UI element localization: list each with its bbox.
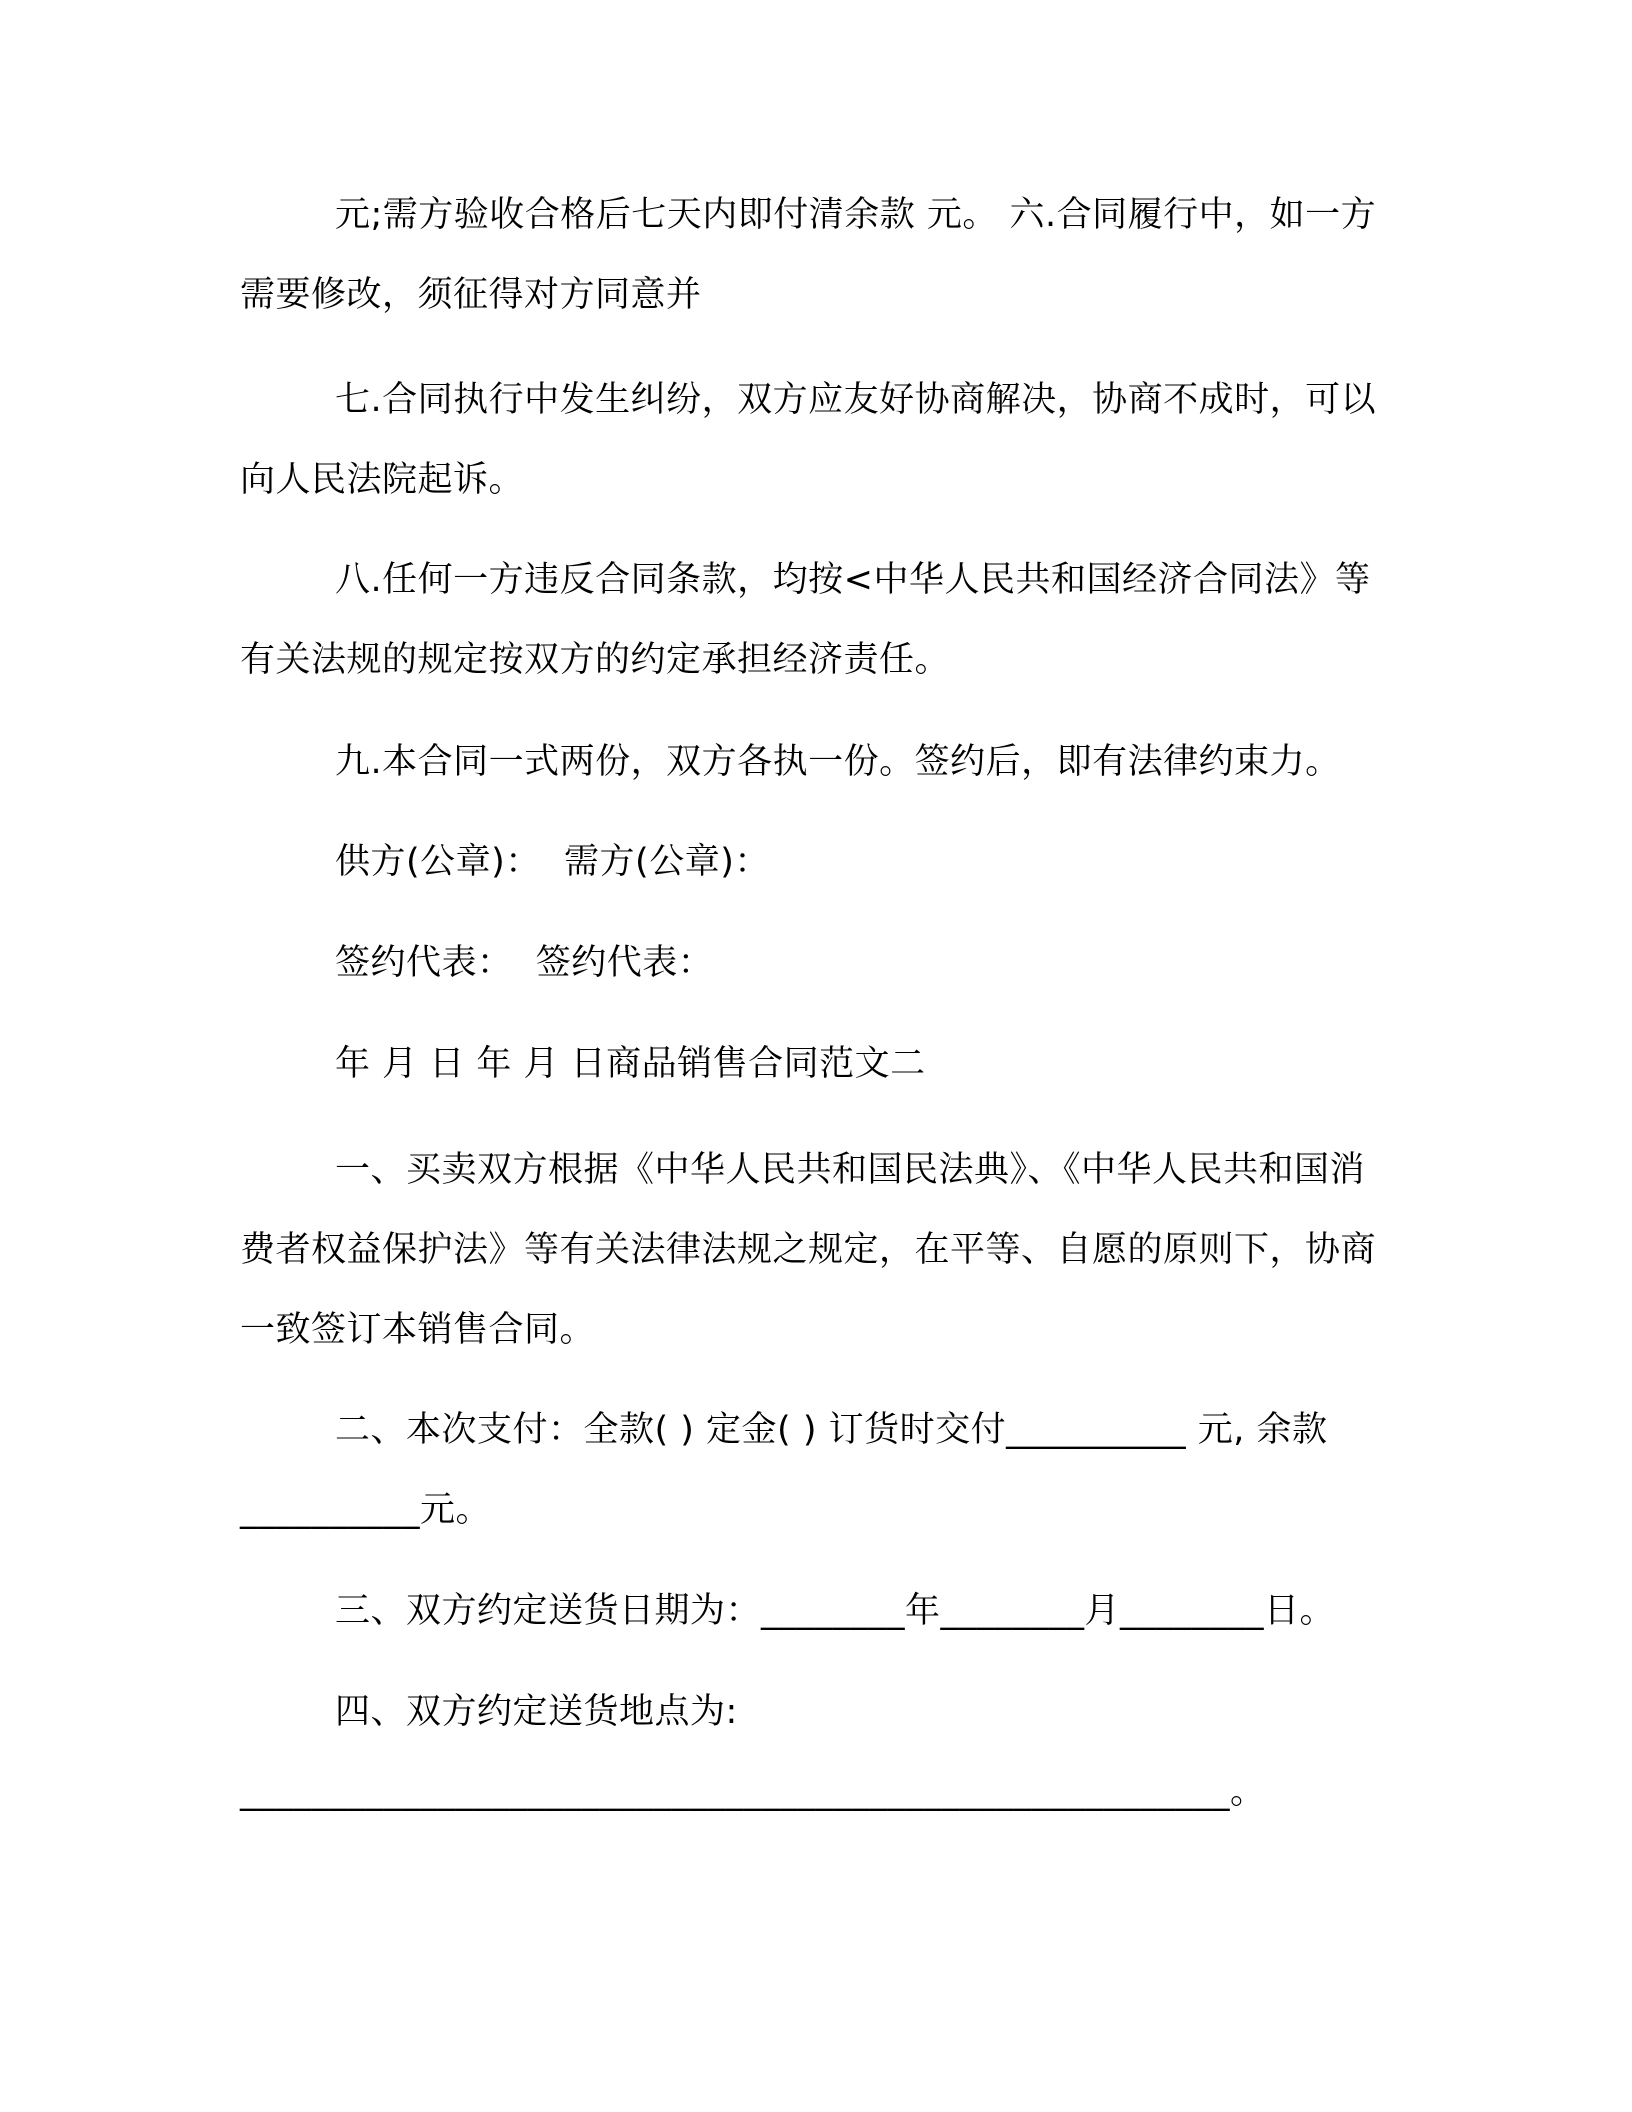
paragraph-legal-basis: 一、买卖双方根据《中华人民共和国民法典》、《中华人民共和国消费者权益保护法》等有关法律法规之规定，在平等、自愿的原则下，协商一致签订本销售合同。	[240, 1150, 1377, 1350]
paragraph-liability: 八.任何一方违反合同条款，均按<中华人民共和国经济合同法》等有关法规的规定按双方的约定承担经济责任。	[240, 560, 1371, 680]
paragraph-dispute-resolution: 七.合同执行中发生纠纷，双方应友好协商解决，协商不成时，可以向人民法院起诉。	[240, 380, 1377, 500]
paragraph-copies: 九.本合同一式两份，双方各执一份。签约后，即有法律约束力。	[335, 742, 1341, 782]
signatory-line: 签约代表： 签约代表：	[335, 943, 714, 983]
delivery-place-blank-line: _______________________________________________________。	[240, 1772, 1266, 1812]
date-and-title-line: 年 月 日 年 月 日商品销售合同范文二	[335, 1044, 926, 1084]
paragraph-payment-method: 二、本次支付：全款( ) 定金( ) 订货时交付__________ 元, 余款__________元。	[240, 1410, 1328, 1530]
seal-line: 供方(公章)： 需方(公章)：	[335, 842, 770, 882]
paragraph-delivery-date: 三、双方约定送货日期为：________年________月________日。	[335, 1591, 1336, 1631]
paragraph-payment-terms: 元;需方验收合格后七天内即付清余款 元。 六.合同履行中，如一方需要修改，须征得对方同意并	[240, 195, 1377, 315]
paragraph-delivery-place: 四、双方约定送货地点为:	[335, 1692, 738, 1732]
